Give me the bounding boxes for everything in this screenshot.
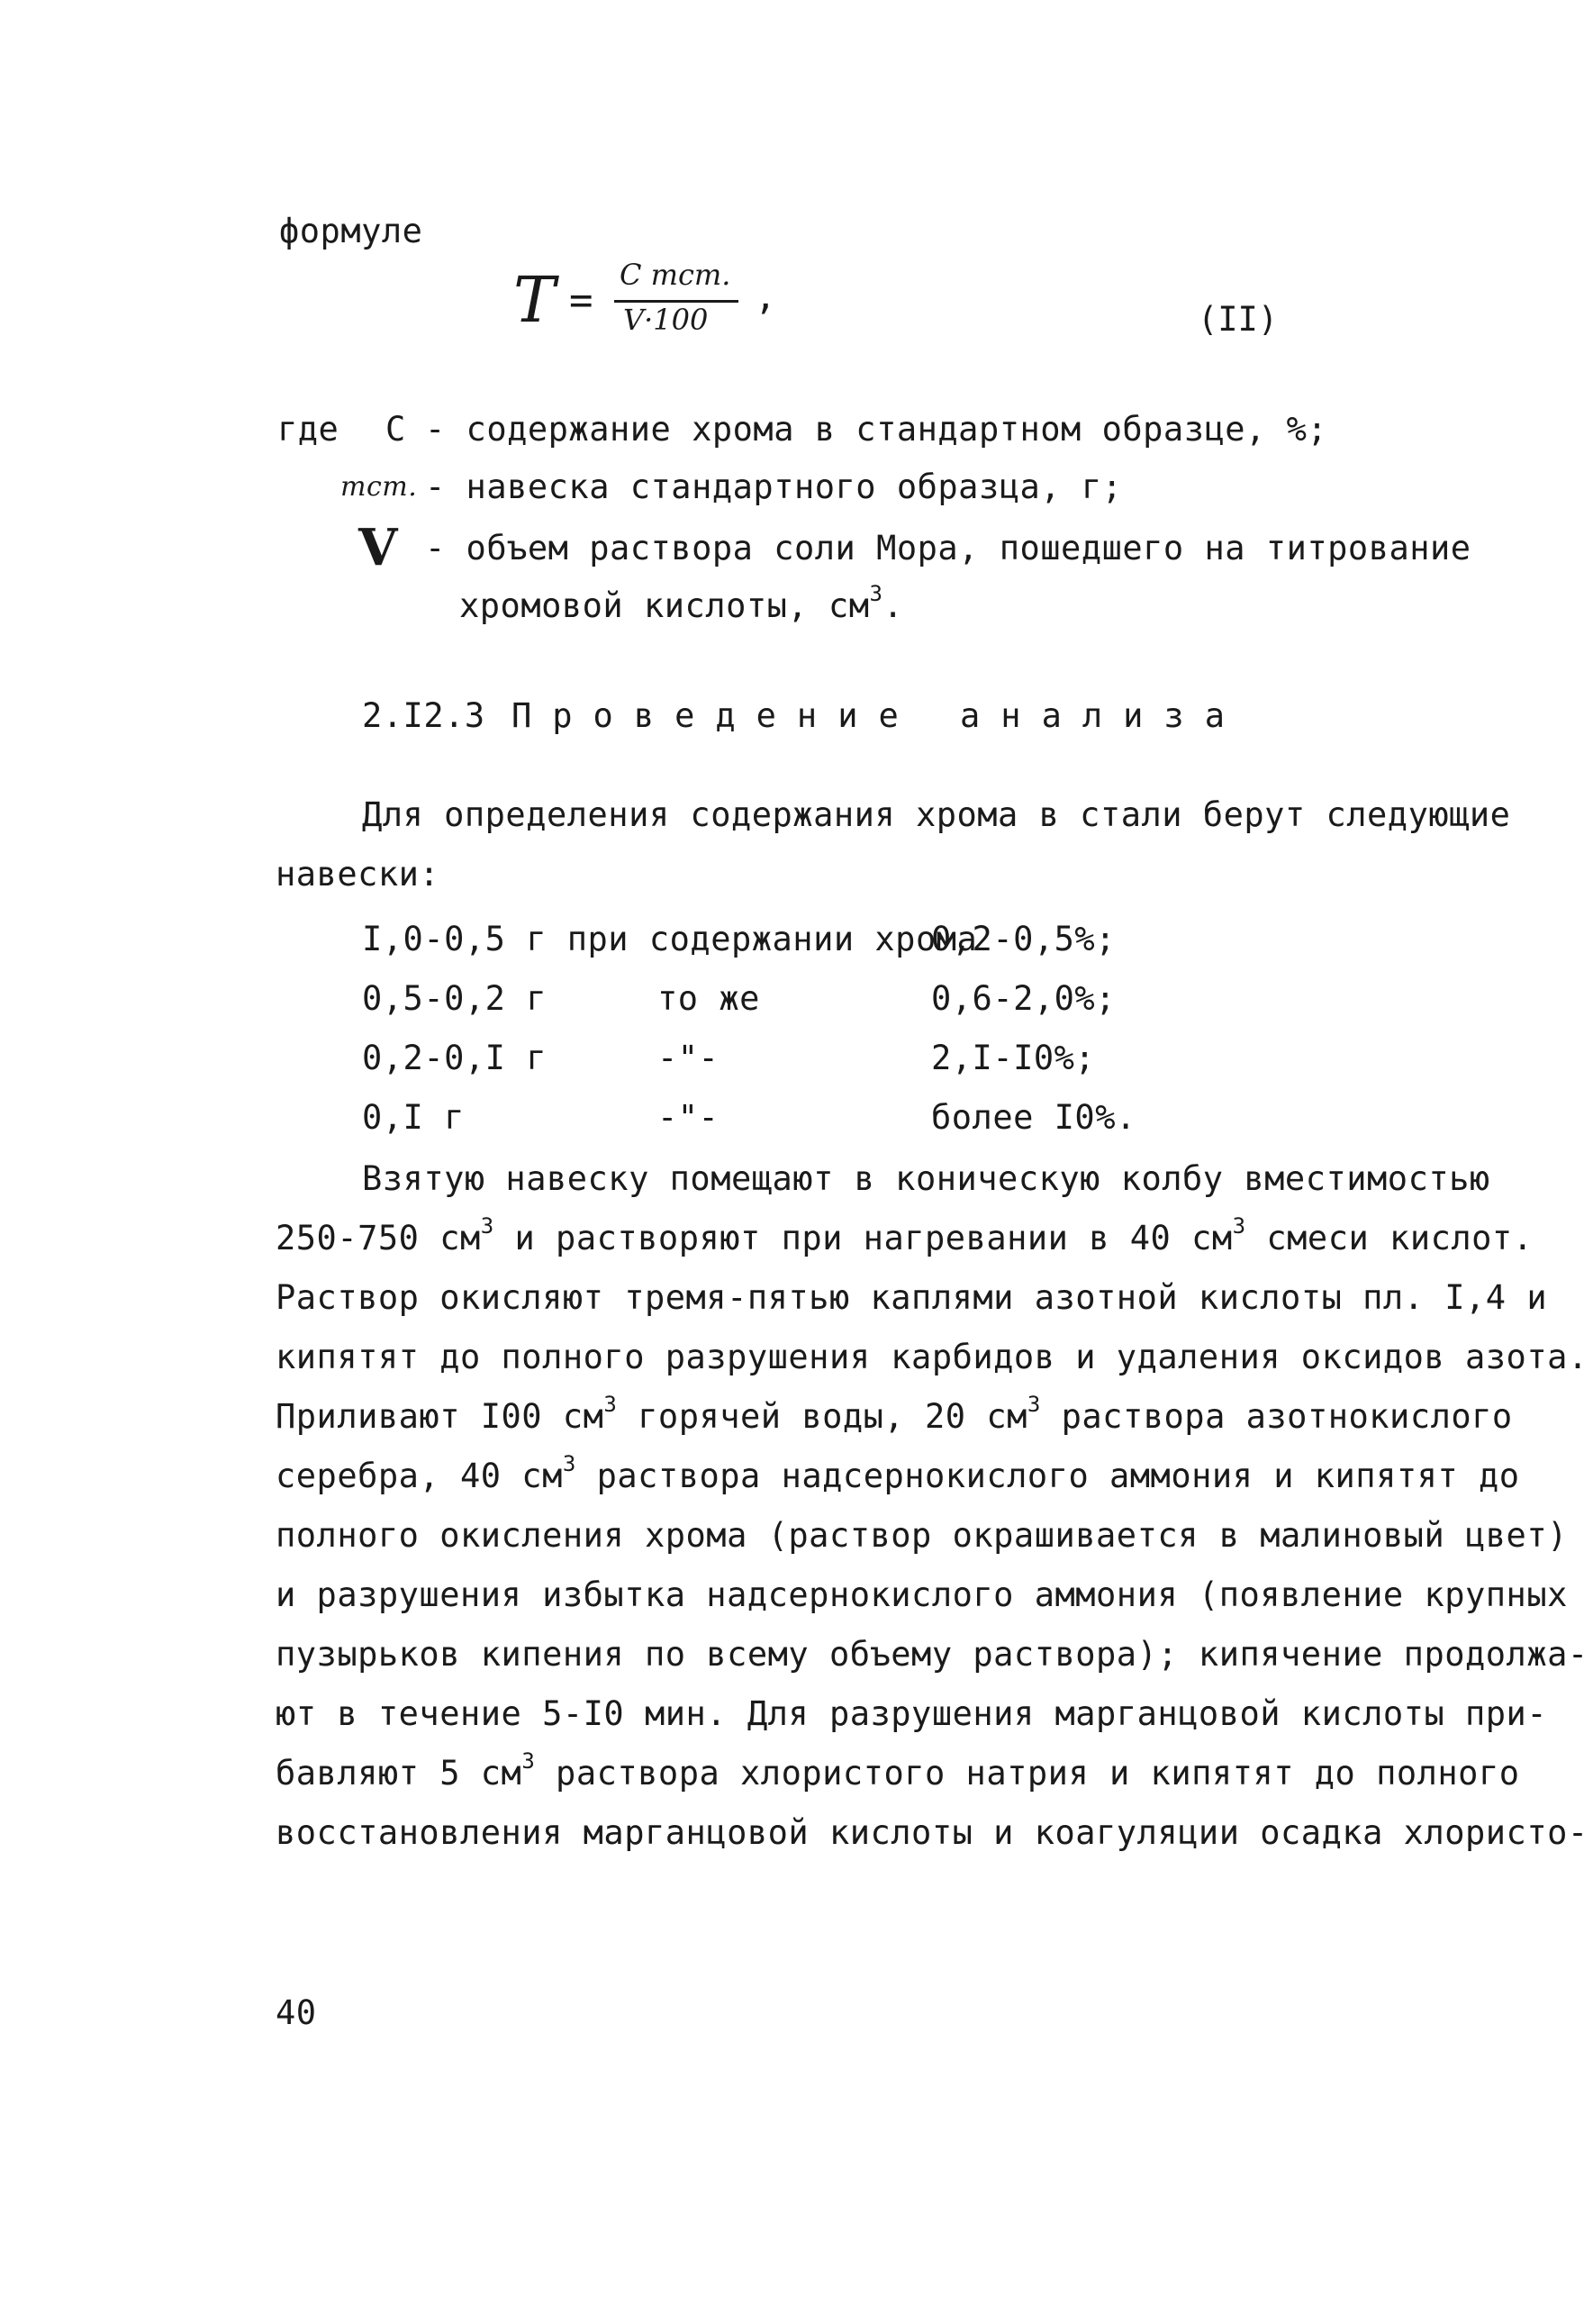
para2-line6: серебра, 40 $см^3$ раствора надсернокислого аммония и кипятят до (276, 1451, 1520, 1495)
formula-comma: , (755, 277, 777, 318)
para2-line12: восстановления марганцовой кислоты и коагуляции осадка хлористо- (276, 1813, 1588, 1852)
formula-denominator: V·100 (623, 303, 709, 337)
table-row-2-c: 0,6-2,0%; (931, 979, 1116, 1018)
para2-line4: кипятят до полного разрушения карбидов и удаления оксидов азота. (276, 1338, 1588, 1376)
symbol-c: C (385, 410, 406, 449)
para2-line10: ют в течение 5-I0 мин. Для разрушения марганцовой кислоты при- (276, 1694, 1548, 1733)
table-row-4-c: более I0%. (931, 1098, 1136, 1137)
para2-line1: Взятую навеску помещают в коническую колбу вместимостью (362, 1159, 1490, 1198)
formula-numerator: C mст. (620, 258, 731, 292)
definition-v-line1: - объем раствора соли Мора, пошедшего на титрование (425, 529, 1471, 567)
para1-line1: Для определения содержания хрома в стали берут следующие (362, 795, 1511, 834)
where-label: где (277, 410, 339, 449)
definition-m: - навеска стандартного образца, г; (425, 468, 1123, 506)
definition-v-line2: хромовой кислоты, $см^3$. (459, 581, 904, 625)
formula-11 (513, 257, 801, 365)
intro-word: формуле (279, 212, 423, 250)
table-row-3-b: -"- (657, 1039, 720, 1077)
table-row-1-c: 0,2-0,5%; (931, 920, 1116, 958)
formula-equals: = (569, 277, 593, 323)
table-row-4-b: -"- (657, 1098, 720, 1137)
formula-lhs: T (513, 263, 556, 337)
section-title: Проведение анализа (511, 696, 1245, 735)
para2-line5: Приливают I00 $см^3$ горячей воды, 20 $см^3$ раствора азотнокислого (276, 1392, 1513, 1436)
table-row-3-a: 0,2-0,I г (362, 1039, 547, 1077)
table-row-3-c: 2,I-I0%; (931, 1039, 1096, 1077)
para2-line3: Раствор окисляют тремя-пятью каплями азотной кислоты пл. I,4 и (276, 1278, 1548, 1317)
section-number: 2.I2.3 (362, 696, 485, 735)
para2-line11: бавляют 5 $см^3$ раствора хлористого натрия и кипятят до полного (276, 1748, 1520, 1793)
para2-line7: полного окисления хрома (раствор окрашивается в малиновый цвет) (276, 1516, 1568, 1555)
table-row-2-a: 0,5-0,2 г (362, 979, 547, 1018)
symbol-v: V (358, 518, 398, 577)
definition-c: - содержание хрома в стандартном образце, %; (425, 410, 1328, 449)
table-row-2-b: то же (657, 979, 760, 1018)
page-number: 40 (276, 1993, 317, 2032)
para2-line9: пузырьков кипения по всему объему раствора); кипячение продолжа- (276, 1635, 1588, 1674)
equation-number: (II) (1198, 300, 1279, 339)
para2-line2: 250-750 $см^3$ и растворяют при нагревании в 40 $см^3$ смеси кислот. (276, 1213, 1534, 1257)
symbol-m-st: mст. (340, 471, 418, 503)
table-row-4-a: 0,I г (362, 1098, 465, 1137)
para1-line2: навески: (276, 855, 440, 894)
para2-line8: и разрушения избытка надсернокислого аммония (появление крупных (276, 1575, 1568, 1614)
table-row-1-a: I,0-0,5 г при содержании хрома (362, 920, 978, 958)
